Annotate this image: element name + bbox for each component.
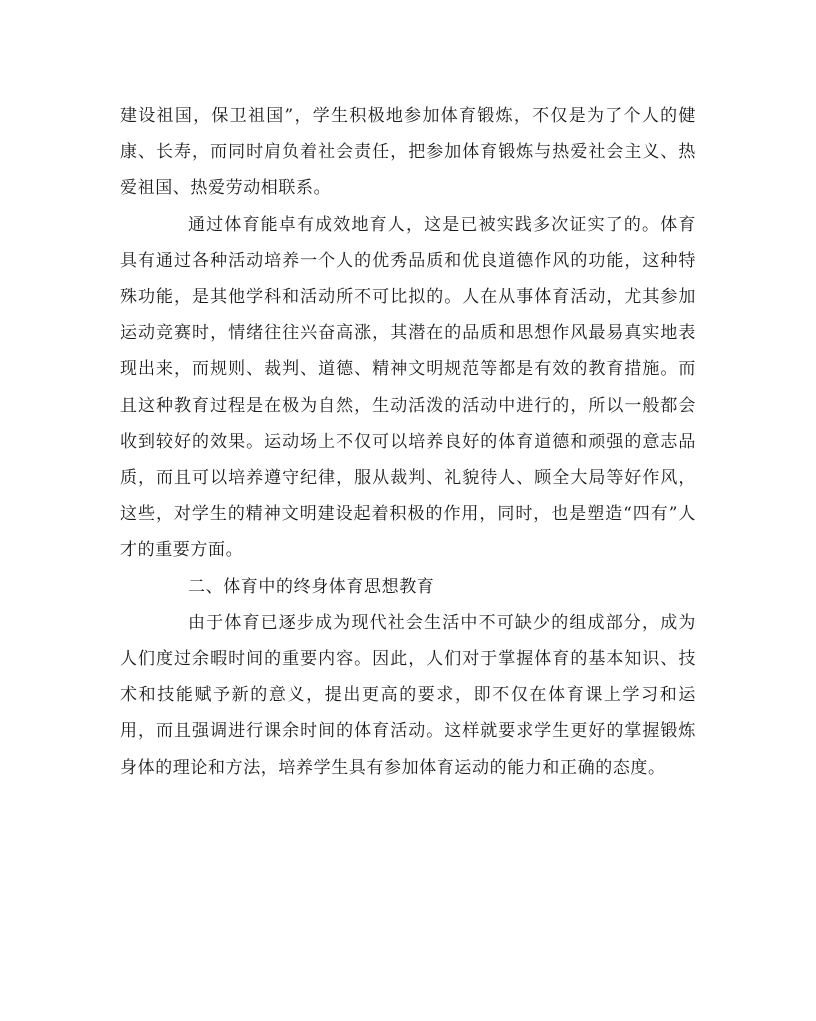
- paragraph-education-through-sport: 通过体育能卓有成效地育人，这是已被实践多次证实了的。体育具有通过各种活动培养一个人的优秀品质和优良道德作风的功能，这种特殊功能，是其他学科和活动所不可比拟的。人在从事体育活动，尤其参加运动竞赛时，情绪往往兴奋高涨，其潜在的品质和思想作风最易真实地表现出来，而规则、裁判、道德、精神文明规范等都是有效的教育措施。而且这种教育过程是在极为自然，生动活泼的活动中进行的，所以一般都会收到较好的效果。运动场上不仅可以培养良好的体育道德和顽强的意志品质，而且可以培养遵守纪律，服从裁判、礼貌待人、顾全大局等好作风，这些，对学生的精神文明建设起着积极的作用，同时，也是塑造“四有”人才的重要方面。: [120, 214, 696, 561]
- body-text: [120, 98, 696, 786]
- section-heading: 二、体育中的终身体育思想教育: [188, 576, 435, 597]
- paragraph-lifelong-sport: 由于体育已逐步成为现代社会生活中不可缺少的组成部分，成为人们度过余暇时间的重要内容。因此，人们对于掌握体育的基本知识、技术和技能赋予新的意义，提出更高的要求，即不仅在体育课上学习和运用，而且强调进行课余时间的体育活动。这样就要求学生更好的掌握锻炼身体的理论和方法，培养学生具有参加体育运动的能力和正确的态度。: [120, 612, 696, 778]
- paragraph-continued: 建设祖国，保卫祖国”，学生积极地参加体育锻炼，不仅是为了个人的健康、长寿，而同时肩负着社会责任，把参加体育锻炼与热爱社会主义、热爱祖国、热爱劳动相联系。: [120, 106, 696, 199]
